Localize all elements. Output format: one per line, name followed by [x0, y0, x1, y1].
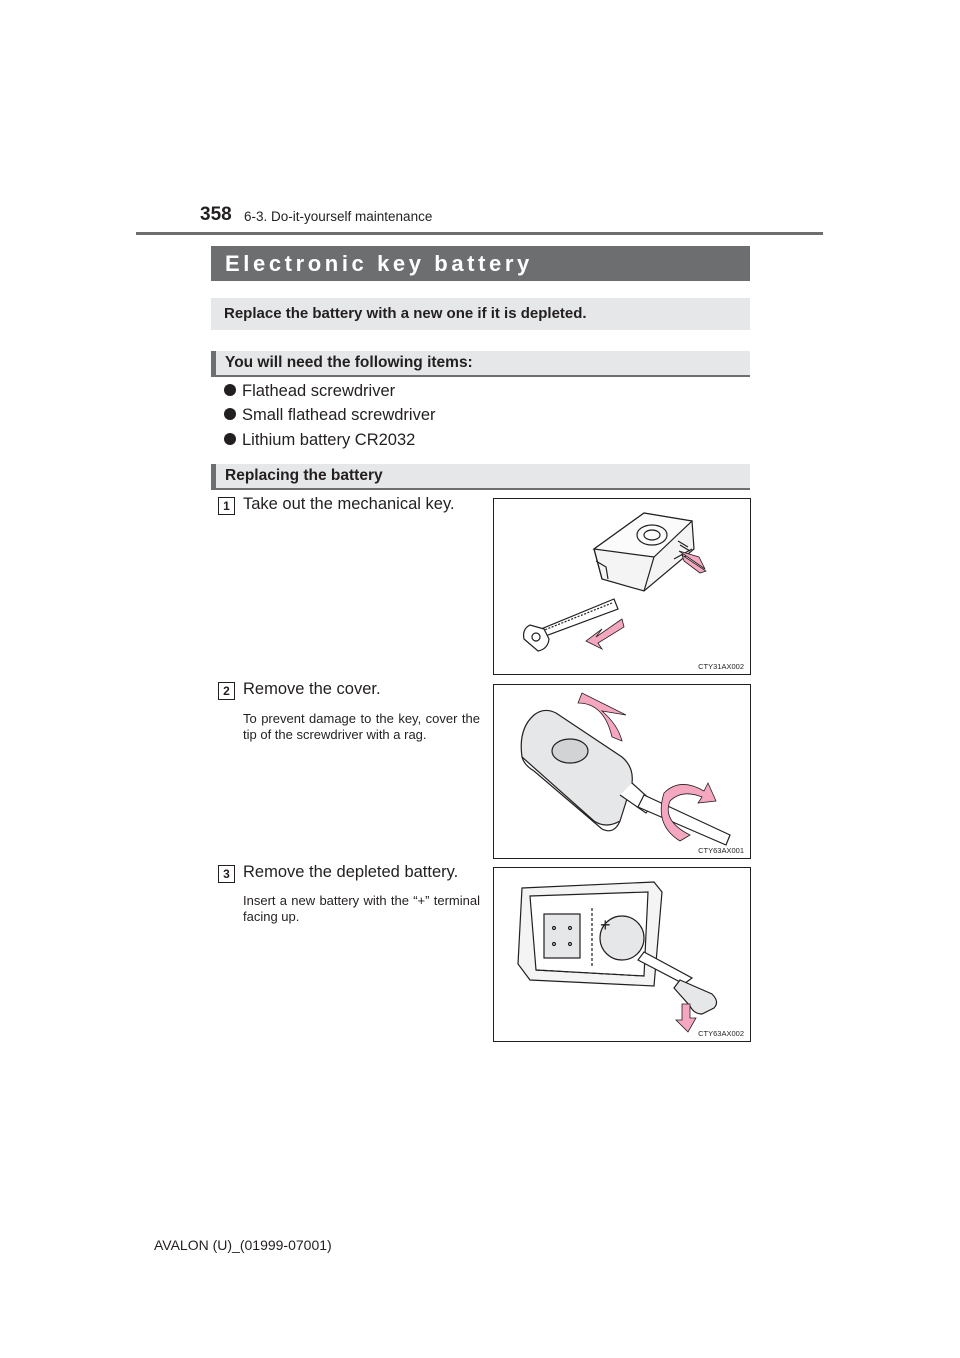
- bullet-icon: [224, 384, 236, 396]
- step-text: Remove the cover.: [243, 680, 381, 698]
- figure-code: CTY63AX002: [698, 1029, 744, 1038]
- intro-text: Replace the battery with a new one if it is depleted.: [224, 305, 587, 322]
- page-title: Electronic key battery: [225, 251, 533, 276]
- battery-illustration: [494, 868, 750, 1041]
- heading-bar: [211, 351, 216, 377]
- figure-code: CTY31AX002: [698, 662, 744, 671]
- list-item: [224, 382, 395, 401]
- items-heading-text: You will need the following items:: [225, 354, 473, 371]
- list-item-text: Small flathead screwdriver: [242, 406, 436, 424]
- figure-code: CTY63AX001: [698, 846, 744, 855]
- step-text: Remove the depleted battery.: [243, 863, 459, 881]
- figure-remove-battery: [493, 867, 751, 1042]
- items-heading: [211, 351, 750, 377]
- bullet-icon: [224, 433, 236, 445]
- section-header: 6-3. Do-it-yourself maintenance: [244, 209, 433, 224]
- replacing-heading: [211, 464, 750, 490]
- list-item-text: Flathead screwdriver: [242, 382, 396, 400]
- step-number: 1: [218, 497, 235, 515]
- step-text: Take out the mechanical key.: [243, 495, 455, 513]
- step-number: 2: [218, 682, 235, 700]
- bullet-icon: [224, 408, 236, 420]
- header-rule: [136, 232, 823, 235]
- footer-model-code: AVALON (U)_(01999-07001): [154, 1237, 332, 1253]
- battery-plus-mark: +: [600, 915, 611, 935]
- figure-remove-cover: [493, 684, 751, 859]
- step-note: To prevent damage to the key, cover the tip of the screwdriver with a rag.: [243, 711, 480, 742]
- figure-remove-mechanical-key: [493, 498, 751, 675]
- cover-illustration: [494, 685, 750, 858]
- step-number: 3: [218, 865, 235, 883]
- heading-bar: [211, 464, 216, 490]
- list-item-text: Lithium battery CR2032: [242, 431, 416, 449]
- key-illustration: [494, 499, 750, 674]
- list-item: [224, 431, 415, 450]
- page-number: 358: [200, 204, 232, 225]
- list-item: [224, 406, 436, 425]
- replacing-heading-text: Replacing the battery: [225, 467, 383, 484]
- step-note: Insert a new battery with the “+” terminal facing up.: [243, 893, 480, 924]
